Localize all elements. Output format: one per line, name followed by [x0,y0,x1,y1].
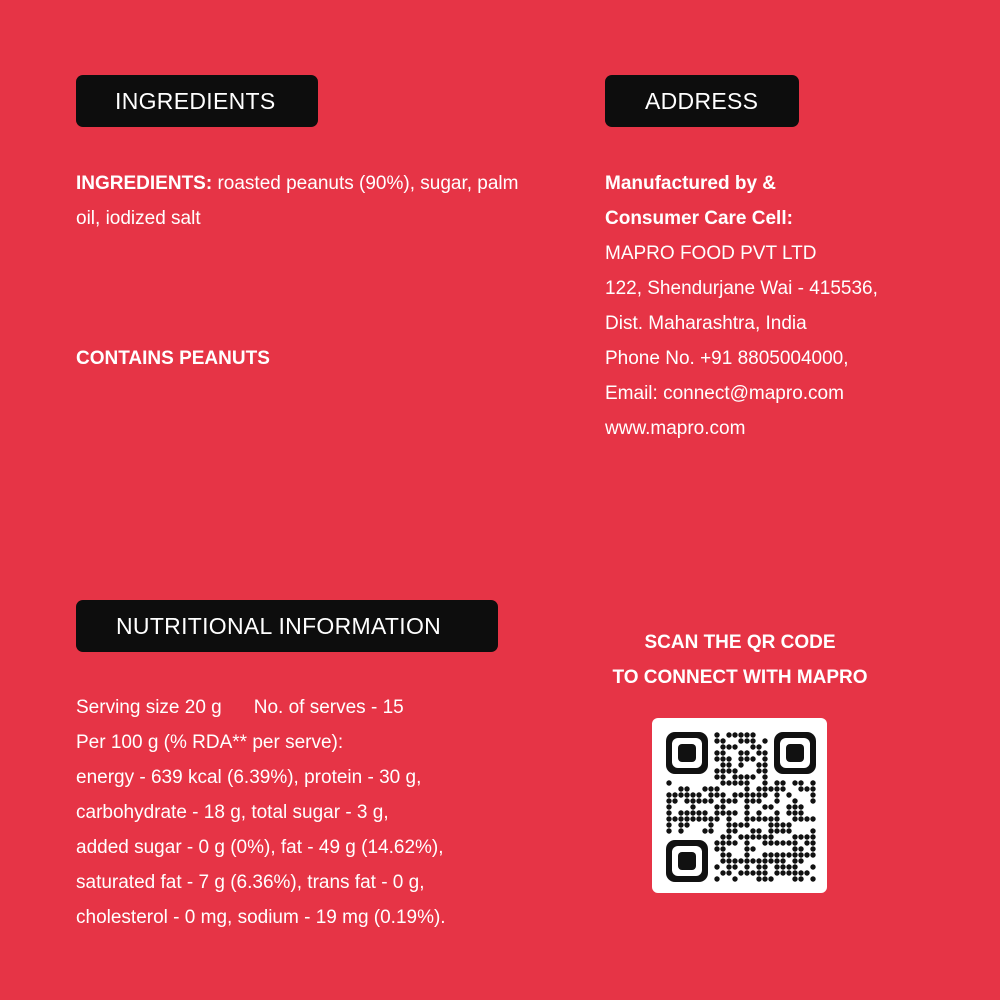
address-phone: Phone No. +91 8805004000, [605,348,849,369]
address-line: MAPRO FOOD PVT LTD [605,243,817,264]
nutrition-line: cholesterol - 0 mg, sodium - 19 mg (0.19%). [76,907,446,928]
allergen-notice: CONTAINS PEANUTS [76,348,270,369]
address-website: www.mapro.com [605,418,746,439]
ingredients-text [76,166,536,236]
serves-count: No. of serves - 15 [253,697,404,718]
serving-size: Serving size 20 g [76,697,222,718]
nutrition-line: energy - 639 kcal (6.39%), protein - 30 g, [76,767,422,788]
address-title-line1: Manufactured by & [605,173,777,194]
address-line: 122, Shendurjane Wai - 415536, [605,278,878,299]
address-header-label: ADDRESS [645,87,759,114]
qr-code [652,718,827,893]
ingredients-header-label: INGREDIENTS [115,87,276,114]
ingredients-label: INGREDIENTS: [76,173,213,194]
qr-code-icon [652,718,827,893]
address-header [605,75,799,127]
ingredients-list: roasted peanuts (90%), sugar, palm oil, iodized salt [76,173,519,229]
nutrition-line: added sugar - 0 g (0%), fat - 49 g (14.62%), [76,837,444,858]
nutrition-line: saturated fat - 7 g (6.36%), trans fat - 0 g, [76,872,425,893]
nutrition-header [76,600,498,652]
nutrition-text [76,690,546,935]
ingredients-header [76,75,318,127]
address-email: Email: connect@mapro.com [605,383,844,404]
qr-caption-line1: SCAN THE QR CODE [644,632,836,653]
nutrition-line: carbohydrate - 18 g, total sugar - 3 g, [76,802,389,823]
address-title-line2: Consumer Care Cell: [605,208,793,229]
qr-caption-line2: TO CONNECT WITH MAPRO [612,667,868,688]
qr-caption [600,625,880,695]
nutrition-serving-row [76,690,546,725]
address-text [605,166,965,446]
nutrition-line: Per 100 g (% RDA** per serve): [76,732,344,753]
nutrition-header-label: NUTRITIONAL INFORMATION [116,612,442,639]
address-line: Dist. Maharashtra, India [605,313,807,334]
